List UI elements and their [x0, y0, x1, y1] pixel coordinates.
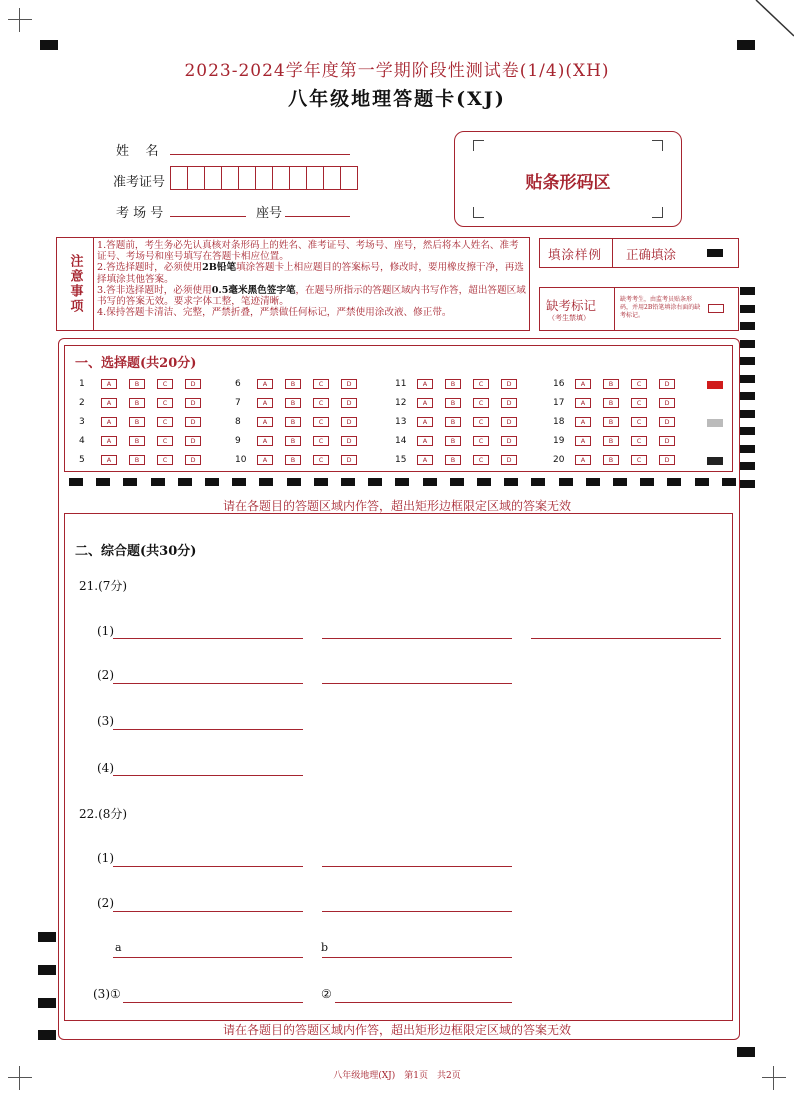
- question-number: 3: [79, 417, 85, 427]
- notice-heading: 注意事项: [67, 254, 83, 314]
- choice-row: [395, 436, 529, 446]
- timing-mark: [737, 40, 755, 50]
- option-bubble[interactable]: A: [101, 379, 117, 389]
- absent-sub: （考生禁填）: [548, 314, 590, 322]
- room-field[interactable]: [170, 200, 246, 217]
- option-bubble[interactable]: C: [313, 455, 329, 465]
- option-bubble[interactable]: A: [417, 417, 433, 427]
- option-bubble[interactable]: D: [341, 436, 357, 446]
- option-bubble[interactable]: C: [313, 436, 329, 446]
- option-bubble[interactable]: A: [417, 398, 433, 408]
- name-field[interactable]: [170, 138, 350, 155]
- option-bubble[interactable]: D: [185, 455, 201, 465]
- option-bubble[interactable]: B: [445, 455, 461, 465]
- option-bubble[interactable]: B: [445, 417, 461, 427]
- absent-label: 缺考标记: [546, 298, 597, 313]
- answer-line[interactable]: [113, 850, 303, 867]
- timing-mark: [737, 1047, 755, 1057]
- option-bubble[interactable]: C: [631, 455, 647, 465]
- question-number: 15: [395, 455, 407, 465]
- timing-mark: [740, 305, 755, 313]
- timing-mark: [740, 322, 755, 330]
- seat-label: 座号: [256, 206, 283, 221]
- warning-bottom: 请在各题目的答题区域内作答，超出矩形边框限定区域的答案无效: [222, 1023, 571, 1037]
- answer-line[interactable]: [123, 986, 303, 1003]
- question-number: 7: [235, 398, 241, 408]
- q22-sub-b: b: [321, 941, 329, 954]
- option-bubble[interactable]: C: [313, 417, 329, 427]
- q21-part: (2): [97, 668, 114, 682]
- notice-item: 2.答选择题时，必须使用2B铅笔填涂答题卡上相应题目的答案标号，修改时，要用橡皮擦干净，再选择填涂其他答案。: [97, 262, 524, 285]
- option-bubble[interactable]: A: [575, 436, 591, 446]
- option-bubble[interactable]: A: [575, 379, 591, 389]
- option-bubble[interactable]: A: [257, 455, 273, 465]
- question-number: 11: [395, 379, 407, 389]
- choice-row: [395, 379, 529, 389]
- warning-top: 请在各题目的答题区域内作答，超出矩形边框限定区域的答案无效: [222, 499, 571, 513]
- option-bubble[interactable]: B: [603, 436, 619, 446]
- option-bubble[interactable]: B: [129, 398, 145, 408]
- option-bubble[interactable]: B: [285, 379, 301, 389]
- absent-note: 缺考考生，由监考员贴条形码，并用2B铅笔填涂右面的缺考标记。: [620, 296, 701, 319]
- choice-row: [395, 417, 529, 427]
- option-bubble[interactable]: A: [257, 436, 273, 446]
- corner-line: [750, 0, 794, 40]
- option-bubble[interactable]: B: [285, 398, 301, 408]
- answer-line[interactable]: [113, 622, 303, 639]
- answer-line[interactable]: [113, 895, 303, 912]
- option-bubble[interactable]: A: [257, 398, 273, 408]
- option-bubble[interactable]: D: [185, 417, 201, 427]
- answer-line[interactable]: [322, 895, 512, 912]
- timing-mark: [740, 392, 755, 400]
- option-bubble[interactable]: B: [129, 417, 145, 427]
- option-bubble[interactable]: A: [417, 455, 433, 465]
- option-bubble[interactable]: A: [257, 379, 273, 389]
- q22-label: 22.(8分): [79, 807, 128, 821]
- sample-mark-black: [707, 457, 723, 465]
- sample-mark-red: [707, 381, 723, 389]
- answer-line[interactable]: [113, 759, 303, 776]
- answer-line[interactable]: [335, 986, 512, 1003]
- option-bubble[interactable]: D: [501, 436, 517, 446]
- option-bubble[interactable]: C: [157, 398, 173, 408]
- name-label: 姓 名: [116, 144, 159, 159]
- q22-sub-a: a: [115, 941, 122, 954]
- section2-title: 二、综合题(共30分): [75, 544, 197, 559]
- choice-row: [79, 436, 213, 446]
- choice-row: [79, 379, 213, 389]
- timing-mark: [40, 40, 58, 50]
- question-number: 16: [553, 379, 565, 389]
- comprehensive-section: [64, 513, 733, 1021]
- answer-line[interactable]: [113, 713, 303, 730]
- option-bubble[interactable]: D: [659, 436, 675, 446]
- question-number: 18: [553, 417, 565, 427]
- choice-section: [64, 345, 733, 472]
- option-bubble[interactable]: C: [631, 398, 647, 408]
- choice-row: [235, 436, 369, 446]
- question-number: 4: [79, 436, 85, 446]
- option-bubble[interactable]: D: [501, 398, 517, 408]
- option-bubble[interactable]: C: [157, 417, 173, 427]
- timing-mark: [740, 340, 755, 348]
- fill-sample-box: [539, 238, 739, 268]
- question-number: 9: [235, 436, 241, 446]
- timing-mark: [740, 357, 755, 365]
- option-bubble[interactable]: A: [101, 398, 117, 408]
- timing-mark: [740, 480, 755, 488]
- answer-line[interactable]: [322, 850, 512, 867]
- option-bubble[interactable]: B: [285, 417, 301, 427]
- q22-part: (2): [97, 896, 114, 910]
- option-bubble[interactable]: A: [101, 436, 117, 446]
- option-bubble[interactable]: A: [417, 436, 433, 446]
- q21-label: 21.(7分): [79, 579, 128, 593]
- option-bubble[interactable]: C: [157, 455, 173, 465]
- option-bubble[interactable]: B: [129, 379, 145, 389]
- option-bubble[interactable]: D: [185, 379, 201, 389]
- option-bubble[interactable]: D: [341, 398, 357, 408]
- option-bubble[interactable]: D: [341, 417, 357, 427]
- option-bubble[interactable]: B: [603, 398, 619, 408]
- question-number: 6: [235, 379, 241, 389]
- registration-cross: [8, 8, 32, 32]
- answer-line[interactable]: [113, 667, 303, 684]
- question-number: 1: [79, 379, 85, 389]
- question-number: 13: [395, 417, 407, 427]
- answer-line[interactable]: [322, 622, 512, 639]
- timing-mark: [740, 427, 755, 435]
- option-bubble[interactable]: B: [129, 436, 145, 446]
- card-title: 八年级地理答题卡(XJ): [288, 88, 506, 110]
- choice-row: [235, 455, 369, 465]
- question-number: 5: [79, 455, 85, 465]
- option-bubble[interactable]: C: [313, 379, 329, 389]
- barcode-label: 贴条形码区: [525, 173, 611, 193]
- question-number: 14: [395, 436, 407, 446]
- option-bubble[interactable]: A: [417, 379, 433, 389]
- option-bubble[interactable]: C: [473, 379, 489, 389]
- exam-id-label: 准考证号: [113, 175, 166, 190]
- choice-row: [395, 398, 529, 408]
- choice-row: [235, 417, 369, 427]
- fill-sample-label: 填涂样例: [548, 247, 603, 262]
- option-bubble[interactable]: A: [101, 417, 117, 427]
- option-bubble[interactable]: A: [257, 417, 273, 427]
- fill-sample-mark: [707, 249, 723, 257]
- option-bubble[interactable]: C: [631, 436, 647, 446]
- choice-row: [79, 417, 213, 427]
- option-bubble[interactable]: A: [101, 455, 117, 465]
- option-bubble[interactable]: B: [603, 379, 619, 389]
- option-bubble[interactable]: B: [445, 398, 461, 408]
- option-bubble[interactable]: D: [659, 398, 675, 408]
- option-bubble[interactable]: A: [575, 455, 591, 465]
- timing-mark: [740, 462, 755, 470]
- question-number: 2: [79, 398, 85, 408]
- answer-line[interactable]: [322, 941, 512, 958]
- option-bubble[interactable]: C: [473, 398, 489, 408]
- option-bubble[interactable]: A: [575, 417, 591, 427]
- timing-mark: [740, 287, 755, 295]
- timing-mark: [740, 445, 755, 453]
- absent-mark[interactable]: [708, 304, 724, 313]
- question-number: 17: [553, 398, 565, 408]
- correct-fill-label: 正确填涂: [626, 247, 677, 262]
- option-bubble[interactable]: D: [185, 398, 201, 408]
- choice-row: [235, 398, 369, 408]
- option-bubble[interactable]: B: [285, 436, 301, 446]
- q22-part3b: ②: [321, 987, 332, 1001]
- option-bubble[interactable]: C: [313, 398, 329, 408]
- room-label: 考 场 号: [116, 206, 164, 221]
- sample-mark-gray: [707, 419, 723, 427]
- choice-row: [553, 379, 687, 389]
- q21-part: (4): [97, 761, 114, 775]
- exam-id-boxes[interactable]: [170, 166, 357, 190]
- timing-mark: [38, 965, 56, 975]
- choice-row: [395, 455, 529, 465]
- choice-row: [79, 455, 213, 465]
- question-number: 8: [235, 417, 241, 427]
- option-bubble[interactable]: D: [501, 417, 517, 427]
- timing-mark: [740, 375, 755, 383]
- option-bubble[interactable]: C: [157, 379, 173, 389]
- option-bubble[interactable]: D: [341, 379, 357, 389]
- option-bubble[interactable]: D: [659, 455, 675, 465]
- exam-title: 2023-2024学年度第一学期阶段性测试卷(1/4)(XH): [184, 61, 610, 81]
- answer-line[interactable]: [322, 667, 512, 684]
- page-footer: 八年级地理(XJ) 第1页 共2页: [333, 1071, 461, 1081]
- option-bubble[interactable]: D: [659, 417, 675, 427]
- option-bubble[interactable]: C: [473, 417, 489, 427]
- option-bubble[interactable]: C: [473, 436, 489, 446]
- question-number: 10: [235, 455, 247, 465]
- timing-mark: [38, 932, 56, 942]
- option-bubble[interactable]: D: [341, 455, 357, 465]
- option-bubble[interactable]: B: [129, 455, 145, 465]
- option-bubble[interactable]: B: [603, 455, 619, 465]
- option-bubble[interactable]: D: [501, 455, 517, 465]
- section1-title: 一、选择题(共20分): [75, 356, 197, 371]
- option-bubble[interactable]: C: [473, 455, 489, 465]
- choice-row: [553, 436, 687, 446]
- absent-box: [539, 287, 739, 331]
- option-bubble[interactable]: D: [185, 436, 201, 446]
- option-bubble[interactable]: D: [659, 379, 675, 389]
- seat-field[interactable]: [285, 200, 350, 217]
- choice-row: [79, 398, 213, 408]
- option-bubble[interactable]: B: [445, 379, 461, 389]
- notice-item: 4.保持答题卡清洁、完整，严禁折叠，严禁做任何标记，严禁使用涂改液、修正带。: [97, 307, 452, 319]
- q21-part: (1): [97, 624, 114, 638]
- question-number: 12: [395, 398, 407, 408]
- timing-mark: [38, 998, 56, 1008]
- choice-row: [553, 417, 687, 427]
- option-bubble[interactable]: B: [603, 417, 619, 427]
- option-bubble[interactable]: B: [445, 436, 461, 446]
- option-bubble[interactable]: B: [285, 455, 301, 465]
- option-bubble[interactable]: C: [631, 379, 647, 389]
- option-bubble[interactable]: C: [631, 417, 647, 427]
- question-number: 20: [553, 455, 565, 465]
- option-bubble[interactable]: A: [575, 398, 591, 408]
- choice-row: [553, 398, 687, 408]
- option-bubble[interactable]: C: [157, 436, 173, 446]
- choice-row: [235, 379, 369, 389]
- q22-part3: (3)①: [93, 987, 121, 1001]
- choice-row: [553, 455, 687, 465]
- answer-line[interactable]: [531, 622, 721, 639]
- timing-mark: [740, 410, 755, 418]
- notice-item: 1.答题前，考生务必先认真核对条形码上的姓名、准考证号、考场号、座号，然后将本人姓名、准考证号、考场号和座号填写在答题卡相应位置。: [97, 240, 519, 263]
- answer-line[interactable]: [113, 941, 303, 958]
- option-bubble[interactable]: D: [501, 379, 517, 389]
- q21-part: (3): [97, 714, 114, 728]
- q22-part: (1): [97, 851, 114, 865]
- notice-box: [56, 237, 530, 331]
- question-number: 19: [553, 436, 565, 446]
- notice-item: 3.答非选择题时，必须使用0.5毫米黑色签字笔，在题号所指示的答题区域内书写作答，超出答题区域书写的答案无效。要求字体工整，笔迹清晰。: [97, 284, 526, 308]
